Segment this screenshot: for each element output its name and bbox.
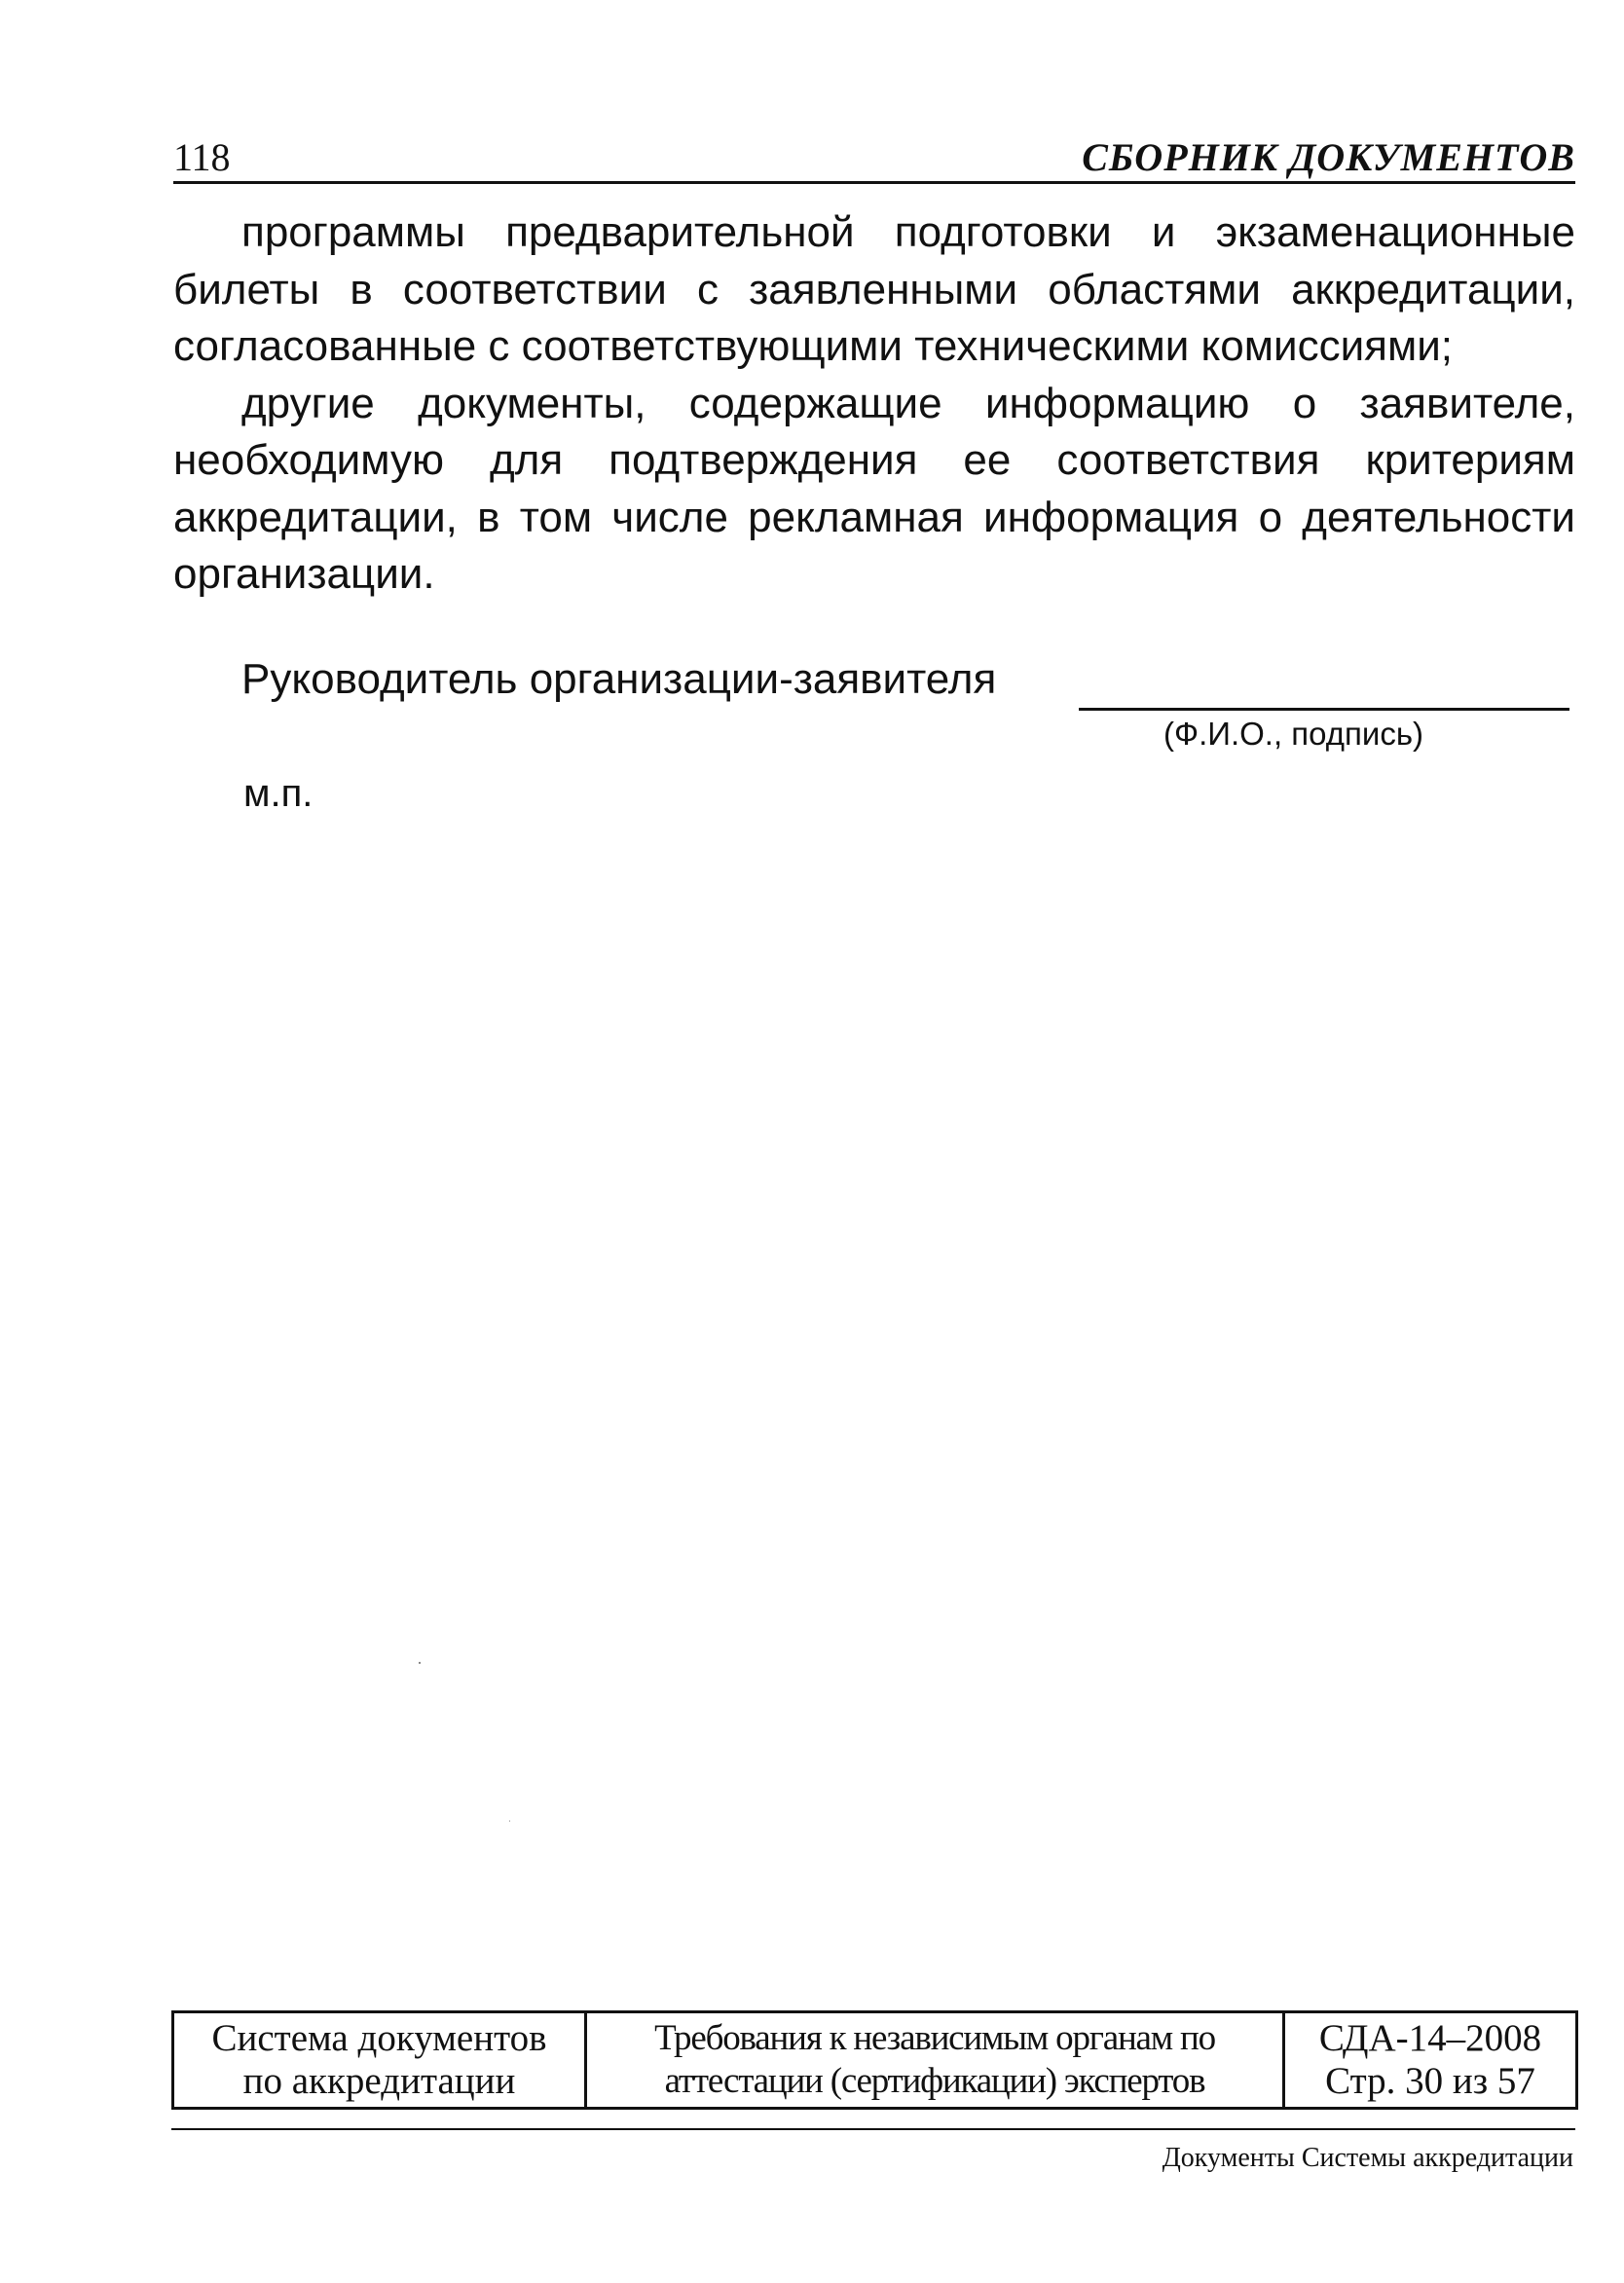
bottom-caption: Документы Системы аккредитации xyxy=(1162,2143,1573,2173)
running-title: СБОРНИК ДОКУМЕНТОВ xyxy=(1082,135,1575,179)
footer-title-line: Требования к независимым органам по xyxy=(654,2018,1215,2058)
footer-title-cell xyxy=(586,2012,1284,2109)
paragraph: другие документы, содержащие информацию о заявителе, необходимую для подтверждения ее соответствия критериям аккредитации, в том числе рекламная информация о деятельности организации. xyxy=(173,379,1575,598)
bottom-rule xyxy=(171,2128,1575,2130)
signature-caption: (Ф.И.О., подпись) xyxy=(1163,716,1424,752)
scan-speck xyxy=(419,1662,421,1664)
signature-label: Руководитель организации-заявителя xyxy=(241,655,997,703)
footer-code-cell xyxy=(1284,2012,1577,2109)
footer-system-cell xyxy=(173,2012,586,2109)
seal-mark: м.п. xyxy=(243,772,314,815)
page-number: 118 xyxy=(173,135,231,179)
body-text xyxy=(173,204,1575,604)
footer-doc-code: СДА-14–2008 xyxy=(1318,2017,1542,2059)
footer-system-line: Система документов xyxy=(211,2017,547,2059)
page-header xyxy=(173,125,1575,184)
footer-system-line: по аккредитации xyxy=(242,2060,516,2102)
footer-row xyxy=(173,2012,1577,2109)
signature-line xyxy=(1079,708,1569,711)
footer-page-count: Стр. 30 из 57 xyxy=(1325,2060,1535,2102)
footer-table xyxy=(171,2010,1578,2110)
paragraph: программы предварительной подготовки и экзаменационные билеты в соответствии с заявленными областями аккредитации, согласованные с соответствующими техническими комиссиями; xyxy=(173,208,1575,370)
footer-title-line: аттестации (сертификации) экспертов xyxy=(664,2061,1205,2101)
scan-speck xyxy=(509,1821,510,1822)
